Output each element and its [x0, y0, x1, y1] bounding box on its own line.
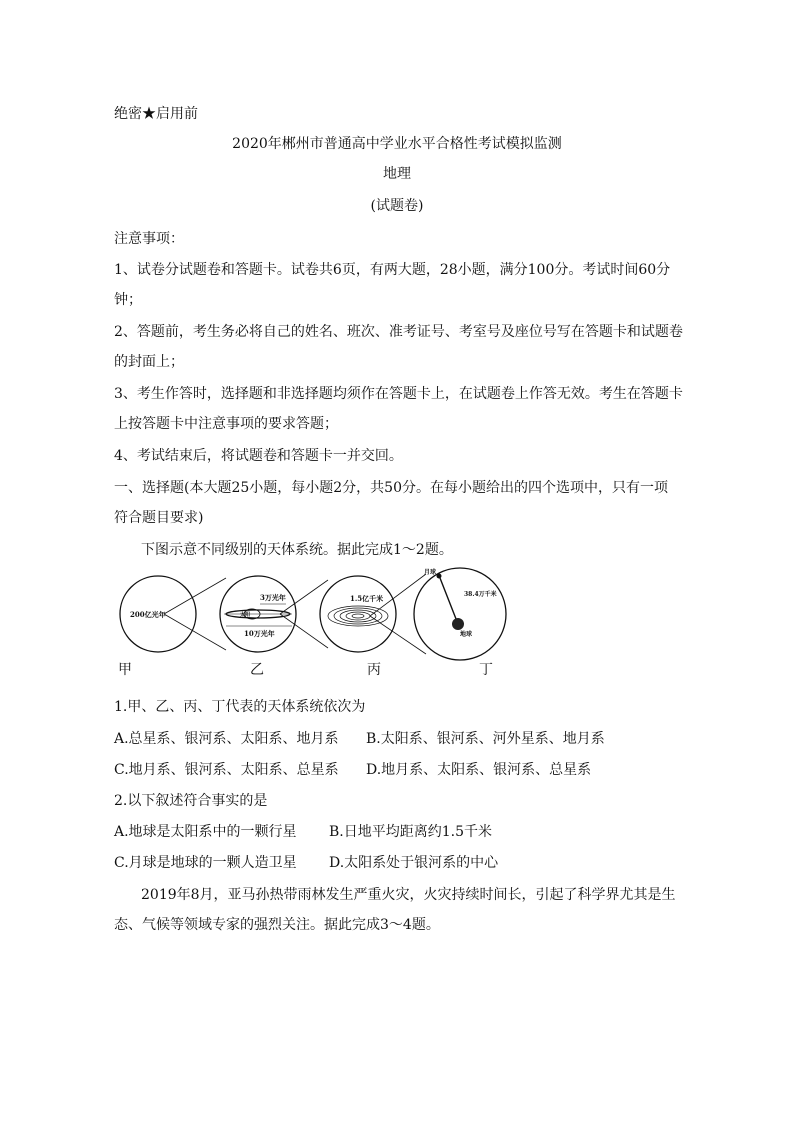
q2-option-a: A.地球是太阳系中的一颗行星 [114, 824, 297, 840]
q1-option-b: B.太阳系、银河系、河外星系、地月系 [366, 731, 605, 747]
note-line: 1、试卷分试题卷和答题卡。试卷共6页，有两大题，28小题，满分100分。考试时间60分 [114, 262, 671, 278]
note-line: 3、考生作答时，选择题和非选择题均须作在答题卡上，在试题卷上作答无效。考生在答题卡 [114, 386, 683, 402]
q1-option-a: A.总星系、银河系、太阳系、地月系 [114, 731, 339, 747]
yi-diameter-label: 10万光年 [244, 629, 275, 638]
q1-stem: 1.甲、乙、丙、丁代表的天体系统依次为 [114, 699, 366, 715]
q1-option-c: C.地月系、银河系、太阳系、总星系 [114, 762, 339, 778]
celestial-systems-figure [114, 566, 526, 662]
note-line: 2、答题前，考生务必将自己的姓名、班次、准考证号、考室号及座位号写在答题卡和试题卷 [114, 324, 683, 340]
note-line: 4、考试结束后，将试题卷和答题卡一并交回。 [114, 448, 403, 464]
label-yi: 乙 [250, 662, 264, 678]
notes-heading: 注意事项： [114, 231, 184, 247]
ding-distance-label: 38.4万千米 [464, 591, 497, 598]
section-heading-cont: 符合题目要求) [114, 510, 204, 526]
jia-distance-label: 200亿光年 [130, 610, 166, 619]
section-heading: 一、选择题(本大题25小题，每小题2分，共50分。在每小题给出的四个选项中，只有一项 [114, 480, 668, 496]
q2-option-c: C.月球是地球的一颗人造卫星 [114, 855, 297, 871]
q1-option-d: D.地月系、太阳系、银河系、总星系 [366, 762, 592, 778]
ding-earth-label: 地球 [460, 631, 473, 638]
subject-title: 地理 [383, 166, 411, 182]
note-line: 上按答题卡中注意事项的要求答题； [114, 416, 338, 432]
paper-type: (试题卷) [370, 198, 424, 214]
q2-option-b: B.日地平均距离约1.5千米 [329, 824, 493, 840]
q2-stem: 2.以下叙述符合事实的是 [114, 793, 268, 809]
exam-title: 2020年郴州市普通高中学业水平合格性考试模拟监测 [232, 136, 562, 152]
circle-ding [414, 568, 506, 660]
yi-thickness-label: 3万光年 [260, 593, 286, 602]
question-intro: 下图示意不同级别的天体系统。据此完成1～2题。 [141, 542, 453, 558]
label-jia: 甲 [118, 662, 132, 678]
question-intro-2-cont: 态、气候等领域专家的强烈关注。据此完成3～4题。 [114, 917, 440, 933]
question-intro-2: 2019年8月，亚马孙热带雨林发生严重火灾，火灾持续时间长，引起了科学界尤其是生 [141, 887, 676, 903]
confidential-mark: 绝密★启用前 [114, 106, 198, 122]
label-ding: 丁 [479, 662, 493, 678]
earth-icon [452, 618, 464, 630]
q2-option-d: D.太阳系处于银河系的中心 [329, 855, 499, 871]
yi-sun-label: 太阳 [240, 612, 251, 618]
note-line: 钟； [114, 292, 142, 308]
ding-moon-label: 月球 [424, 569, 437, 576]
label-bing: 丙 [367, 662, 381, 678]
note-line: 的封面上； [114, 354, 184, 370]
bing-distance-label: 1.5亿千米 [350, 594, 384, 603]
